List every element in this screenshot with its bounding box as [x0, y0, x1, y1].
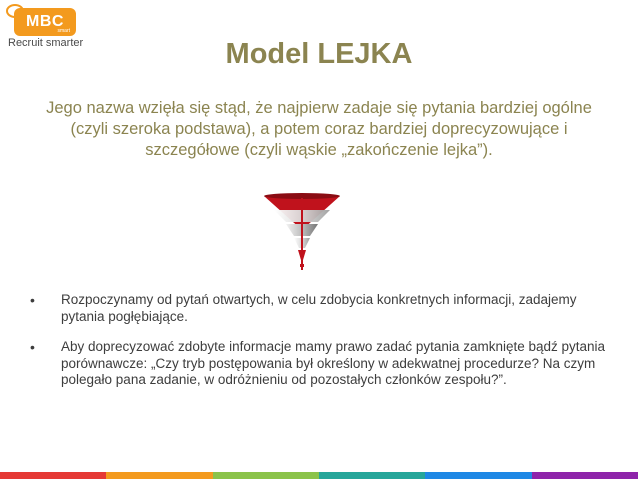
footer-color-segment: [532, 472, 638, 479]
footer-color-segment: [106, 472, 212, 479]
bullet-item: [30, 292, 610, 325]
footer-color-segment: [0, 472, 106, 479]
funnel-icon: [262, 190, 342, 270]
logo-subtext: smart: [57, 28, 70, 34]
logo-text: MBC: [26, 13, 64, 30]
bullet-marker: •: [30, 339, 35, 355]
footer-color-segment: [425, 472, 531, 479]
bullet-text: Rozpoczynamy od pytań otwartych, w celu zdobycia konkretnych informacji, zadajemy pytania pogłębiające.: [61, 292, 577, 324]
bullet-text: Aby doprecyzować zdobyte informacje mamy prawo zadać pytania zamknięte bądź pytania porównawcze: „Czy tryb postępowania był określony w adekwatnej procedurze? Na czym polegało pana zadanie, w odróżnieniu od pozostałych członków zespołu?”.: [61, 339, 606, 387]
footer-color-bar: [0, 472, 638, 479]
logo-badge: [14, 8, 76, 36]
intro-text: Jego nazwa wzięła się stąd, że najpierw zadaje się pytania bardziej ogólne (czyli szeroka podstawa), a potem coraz bardziej doprecyzowujące i szczegółowe (czyli wąskie „zakończenie lejka”).: [46, 99, 592, 159]
footer-color-segment: [213, 472, 319, 479]
footer-color-segment: [319, 472, 425, 479]
slide-title: Model LEJKA: [225, 38, 413, 70]
bullet-list: [30, 292, 610, 403]
bullet-marker: •: [30, 292, 35, 308]
bullet-item: [30, 339, 610, 389]
logo-tagline: Recruit smarter: [8, 37, 84, 49]
